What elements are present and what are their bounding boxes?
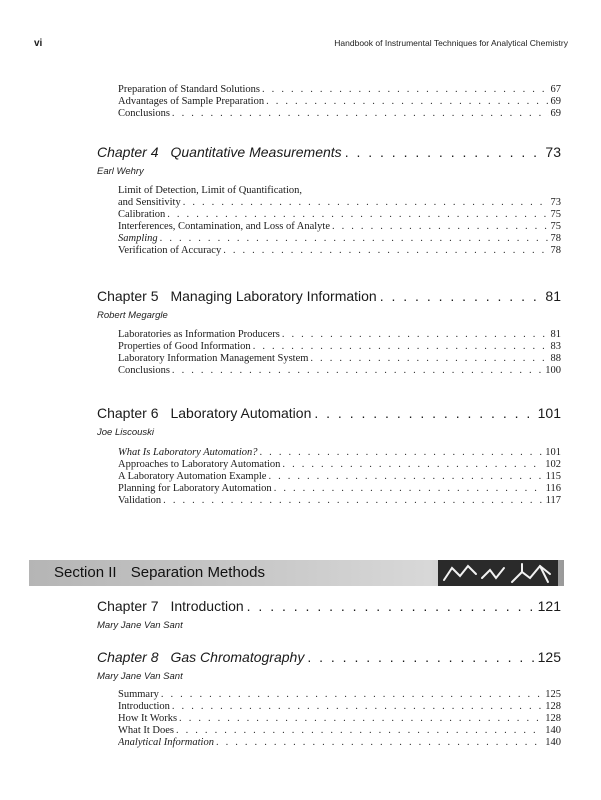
section-label: Section II xyxy=(54,564,117,581)
toc-entry[interactable]: Summary . . . 125 xyxy=(118,689,561,701)
chapter-8-entries xyxy=(118,689,561,749)
toc-entry[interactable]: Advantages of Sample Preparation . . . 69 xyxy=(118,96,561,108)
toc-entry[interactable]: Preparation of Standard Solutions . . . 67 xyxy=(118,84,561,96)
chapter-6-entries xyxy=(118,447,561,507)
chapter-4-entries xyxy=(118,185,561,257)
section-banner[interactable] xyxy=(29,560,564,586)
toc-entry[interactable]: and Sensitivity . . . 73 xyxy=(118,197,561,209)
chapter-6-heading[interactable]: Chapter 6 Laboratory Automation . . . 101 xyxy=(97,405,561,421)
chapter-7-heading[interactable]: Chapter 7 Introduction . . . 121 xyxy=(97,598,561,614)
section-title: Separation Methods xyxy=(130,564,265,581)
toc-entry[interactable]: Introduction . . . 128 xyxy=(118,701,561,713)
toc-entry[interactable]: Laboratories as Information Producers . . . 81 xyxy=(118,329,561,341)
chapter-7-author: Mary Jane Van Sant xyxy=(97,620,183,631)
toc-entry[interactable]: Laboratory Information Management System . . . 88 xyxy=(118,353,561,365)
chapter-5-author: Robert Megargle xyxy=(97,310,168,321)
toc-entry-line: Limit of Detection, Limit of Quantification, xyxy=(118,185,302,196)
toc-entry[interactable]: Planning for Laboratory Automation . . . 116 xyxy=(118,483,561,495)
chapter-6-author: Joe Liscouski xyxy=(97,427,155,438)
page-number: vi xyxy=(34,38,43,49)
toc-entry[interactable]: Properties of Good Information . . . 83 xyxy=(118,341,561,353)
chapter-8-heading[interactable]: Chapter 8 Gas Chromatography . . . 125 xyxy=(97,649,561,665)
chapter-4-author: Earl Wehry xyxy=(97,166,144,177)
toc-entry[interactable]: Validation . . . 117 xyxy=(118,495,561,507)
toc-entry[interactable]: Sampling . . . 78 xyxy=(118,233,561,245)
toc-entry[interactable]: How It Works . . . 128 xyxy=(118,713,561,725)
chapter-4-heading[interactable]: Chapter 4 Quantitative Measurements . . . 73 xyxy=(97,144,561,160)
chapter-5-heading[interactable]: Chapter 5 Managing Laboratory Information . . . 81 xyxy=(97,288,561,304)
chapter-5-entries xyxy=(118,329,561,377)
toc-entry[interactable]: A Laboratory Automation Example . . . 115 xyxy=(118,471,561,483)
toc-entry[interactable]: Conclusions . . . 100 xyxy=(118,365,561,377)
toc-entry[interactable]: Conclusions . . . 69 xyxy=(118,108,561,120)
toc-entry[interactable]: Verification of Accuracy . . . 78 xyxy=(118,245,561,257)
toc-entry[interactable]: What It Does . . . 140 xyxy=(118,725,561,737)
toc-entry[interactable]: Analytical Information . . . 140 xyxy=(118,737,561,749)
toc-entry[interactable]: Calibration . . . 75 xyxy=(118,209,561,221)
toc-entry[interactable]: Interferences, Contamination, and Loss of Analyte . . . 75 xyxy=(118,221,561,233)
molecule-graphic-icon xyxy=(438,560,558,586)
toc-entry[interactable]: Approaches to Laboratory Automation . . . 102 xyxy=(118,459,561,471)
toc-entry[interactable]: What Is Laboratory Automation? . . . 101 xyxy=(118,447,561,459)
section-heading xyxy=(54,564,265,581)
chapter-8-author: Mary Jane Van Sant xyxy=(97,671,183,682)
running-head-title: Handbook of Instrumental Techniques for Analytical Chemistry xyxy=(334,38,568,48)
prior-entries xyxy=(118,84,561,120)
